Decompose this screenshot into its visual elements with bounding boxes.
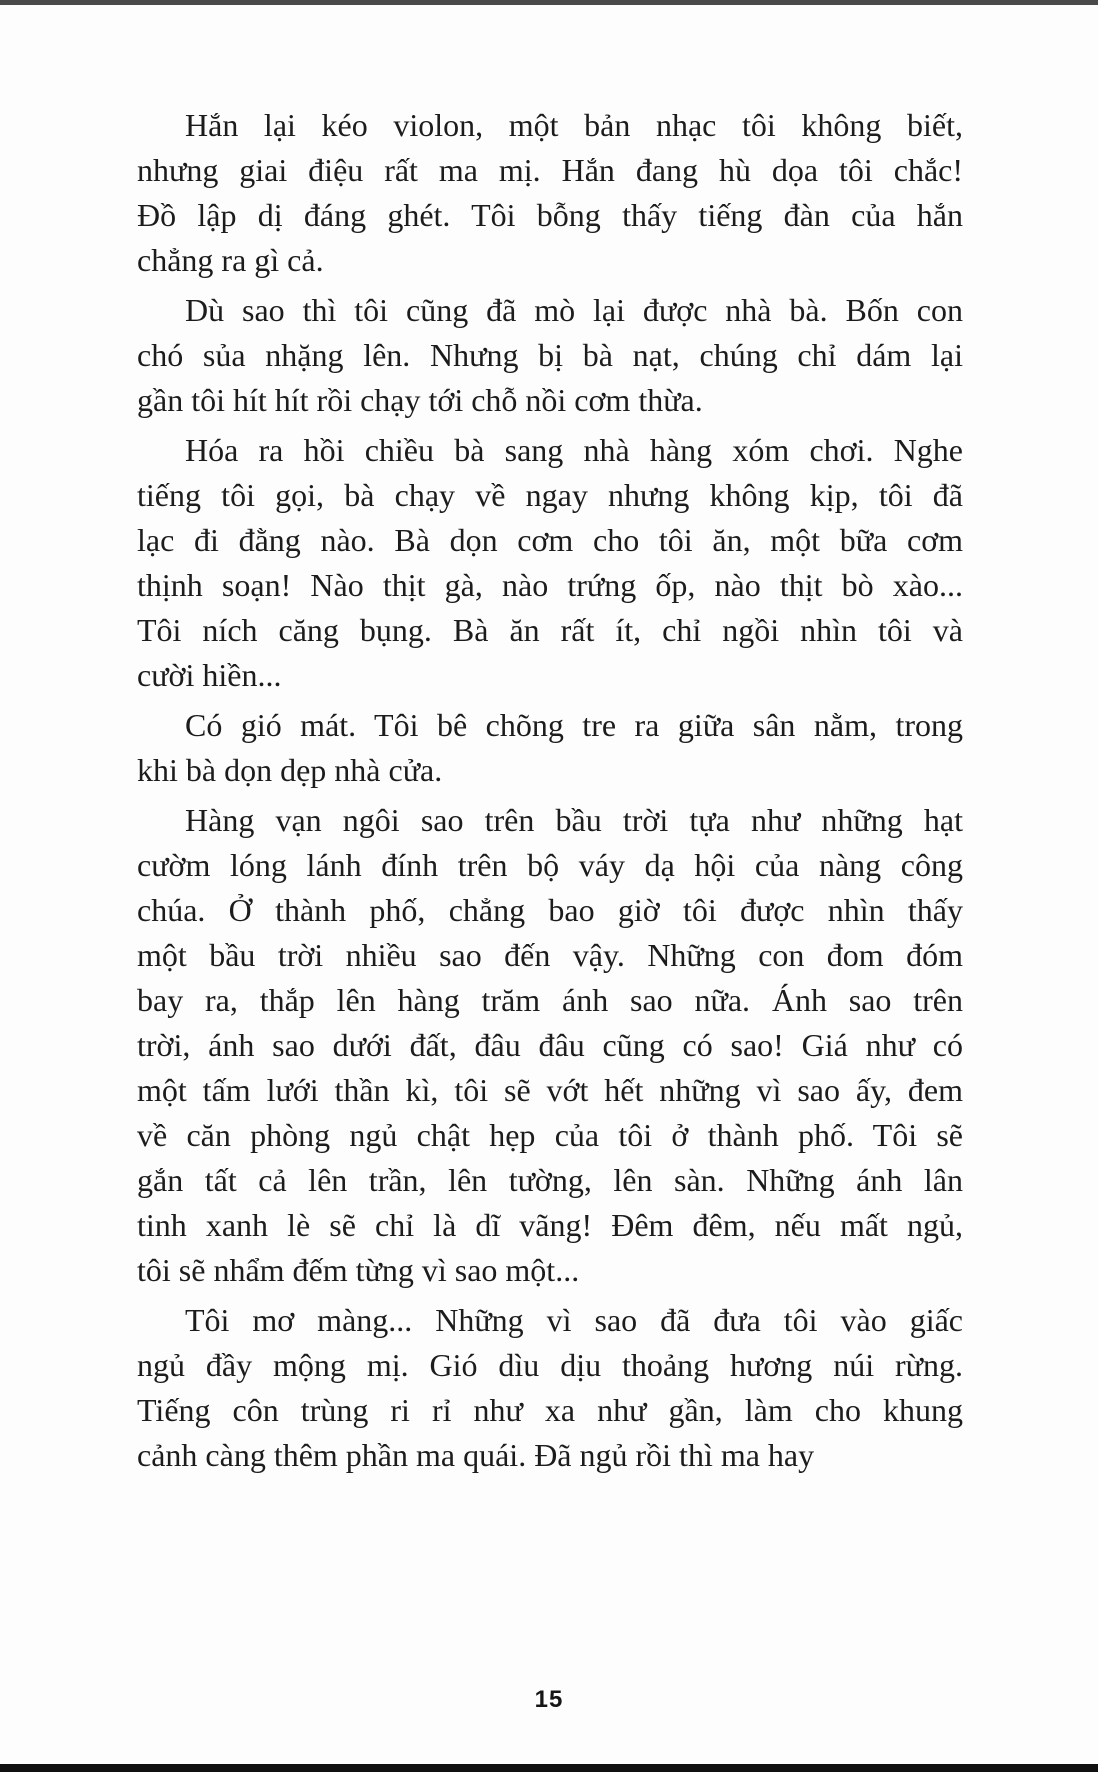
text-line: khi bà dọn dẹp nhà cửa. — [137, 752, 443, 788]
text-line: Có gió mát. Tôi bê chõng tre ra giữa sân nằm, trong — [185, 707, 963, 743]
text-line: Hắn lại kéo violon, một bản nhạc tôi không biết, — [185, 107, 963, 143]
text-line: một bầu trời nhiều sao đến vậy. Những con đom đóm — [137, 937, 963, 973]
text-line: tiếng tôi gọi, bà chạy về ngay nhưng không kịp, tôi đã — [137, 477, 963, 513]
text-line: Hàng vạn ngôi sao trên bầu trời tựa như những hạt — [185, 802, 963, 838]
paragraph — [137, 703, 963, 793]
paragraph — [137, 288, 963, 423]
text-line: gần tôi hít hít rồi chạy tới chỗ nồi cơm thừa. — [137, 382, 703, 418]
scan-edge-bottom — [0, 1764, 1098, 1772]
scan-edge-top — [0, 0, 1098, 5]
text-line: cườm lóng lánh đính trên bộ váy dạ hội của nàng công — [137, 847, 963, 883]
text-line: về căn phòng ngủ chật hẹp của tôi ở thành phố. Tôi sẽ — [137, 1117, 963, 1153]
text-line: trời, ánh sao dưới đất, đâu đâu cũng có sao! Giá như có — [137, 1027, 963, 1063]
text-line: Dù sao thì tôi cũng đã mò lại được nhà bà. Bốn con — [185, 292, 963, 328]
text-block — [137, 103, 963, 1478]
paragraph — [137, 798, 963, 1293]
paragraph — [137, 1298, 963, 1478]
text-line: Đồ lập dị đáng ghét. Tôi bỗng thấy tiếng đàn của hắn — [137, 197, 963, 233]
text-line: nhưng giai điệu rất ma mị. Hắn đang hù dọa tôi chắc! — [137, 152, 963, 188]
text-line: chó sủa nhặng lên. Nhưng bị bà nạt, chúng chỉ dám lại — [137, 337, 963, 373]
text-line: bay ra, thắp lên hàng trăm ánh sao nữa. Ánh sao trên — [137, 982, 963, 1018]
text-line: cảnh càng thêm phần ma quái. Đã ngủ rồi thì ma hay — [137, 1437, 815, 1473]
text-line: cười hiền... — [137, 657, 282, 693]
text-line: Hóa ra hồi chiều bà sang nhà hàng xóm chơi. Nghe — [185, 432, 963, 468]
text-line: lạc đi đằng nào. Bà dọn cơm cho tôi ăn, một bữa cơm — [137, 522, 963, 558]
text-line: tinh xanh lè sẽ chỉ là dĩ vãng! Đêm đêm, nếu mất ngủ, — [137, 1207, 963, 1243]
paragraph — [137, 428, 963, 698]
text-line: một tấm lưới thần kì, tôi sẽ vớt hết những vì sao ấy, đem — [137, 1072, 963, 1108]
text-line: gắn tất cả lên trần, lên tường, lên sàn. Những ánh lân — [137, 1162, 963, 1198]
text-line: Tiếng côn trùng ri rỉ như xa như gần, làm cho khung — [137, 1392, 963, 1428]
paragraph — [137, 103, 963, 283]
text-line: chúa. Ở thành phố, chẳng bao giờ tôi được nhìn thấy — [137, 892, 963, 928]
text-line: Tôi ních căng bụng. Bà ăn rất ít, chỉ ngồi nhìn tôi và — [137, 612, 963, 648]
text-line: tôi sẽ nhẩm đếm từng vì sao một... — [137, 1252, 580, 1288]
text-line: Tôi mơ màng... Những vì sao đã đưa tôi vào giấc — [185, 1302, 963, 1338]
page-number: 15 — [534, 1686, 564, 1713]
text-line: thịnh soạn! Nào thịt gà, nào trứng ốp, nào thịt bò xào... — [137, 567, 963, 603]
text-line: ngủ đầy mộng mị. Gió dìu dịu thoảng hương núi rừng. — [137, 1347, 963, 1383]
text-line: chẳng ra gì cả. — [137, 242, 324, 278]
